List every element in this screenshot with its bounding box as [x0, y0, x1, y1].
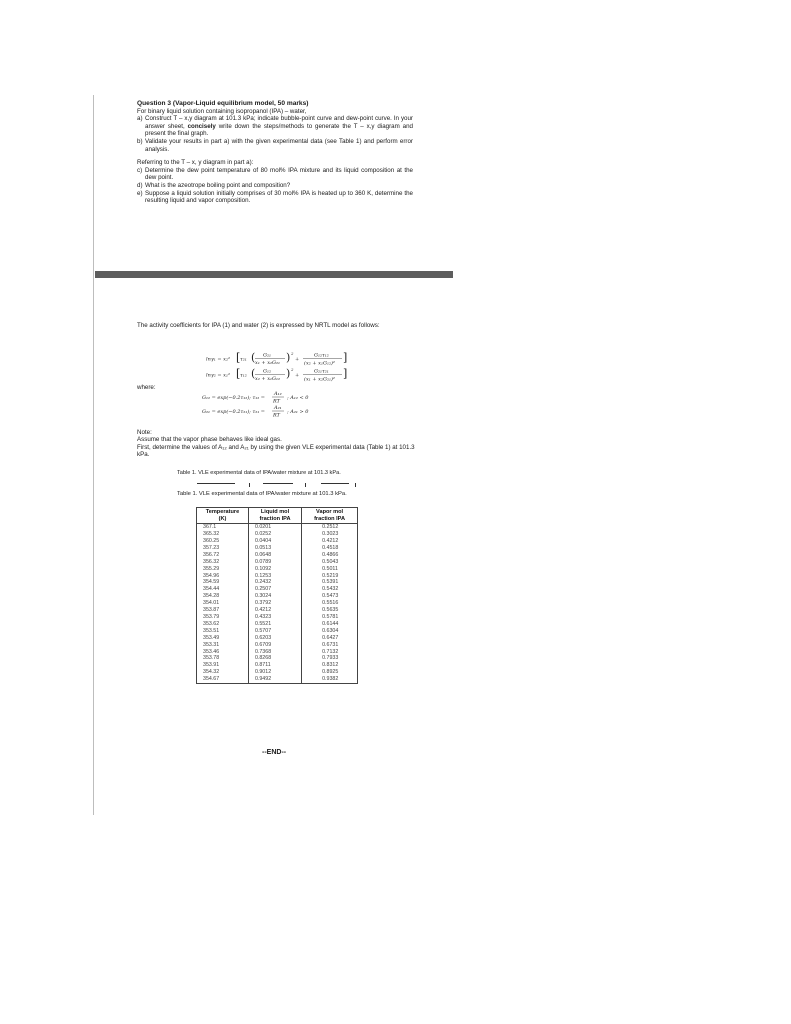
part-a [137, 115, 413, 138]
cell-vapor-fraction: 0.6304 [302, 628, 358, 635]
table-row [197, 538, 358, 545]
cell-vapor-fraction: 0.5635 [302, 607, 358, 614]
part-e-label: e) [137, 189, 143, 197]
cell-vapor-fraction: 0.8312 [302, 662, 358, 669]
cell-liquid-fraction: 0.0252 [248, 531, 301, 538]
table-row [197, 649, 358, 656]
cell-liquid-fraction: 0.8711 [248, 662, 301, 669]
where-label: where: [137, 384, 156, 391]
cell-vapor-fraction: 0.5432 [302, 586, 358, 593]
svg-text:G₂₁ = exp(−0.2τ₂₁); τ₂₁ =: G₂₁ = exp(−0.2τ₂₁); τ₂₁ = [202, 409, 265, 415]
svg-text:lnγ₂ = x₁²: lnγ₂ = x₁² [206, 372, 231, 379]
cell-temperature: 354.96 [197, 573, 249, 580]
question-intro: For binary liquid solution containing isopropanol (IPA) – water, [137, 107, 307, 115]
cell-temperature: 354.32 [197, 669, 249, 676]
cell-vapor-fraction: 0.6427 [302, 635, 358, 642]
table-row [197, 566, 358, 573]
table-row [197, 628, 358, 635]
svg-text:(: ( [251, 351, 256, 364]
cell-temperature: 353.49 [197, 635, 249, 642]
svg-text:(x₂ + x₁G₁₂)²: (x₂ + x₁G₁₂)² [304, 360, 335, 367]
cell-liquid-fraction: 0.2432 [248, 579, 301, 586]
cell-temperature: 353.78 [197, 655, 249, 662]
table-row [197, 559, 358, 566]
cell-vapor-fraction: 0.9382 [302, 676, 358, 683]
cell-vapor-fraction: 0.5391 [302, 579, 358, 586]
part-b [137, 138, 413, 153]
svg-text:+: + [295, 356, 300, 363]
cell-temperature: 367.1 [197, 524, 249, 531]
svg-text:A₂₁: A₂₁ [274, 405, 282, 411]
table-caption-duplicate: Table 1. VLE experimental data of IPA/water mixture at 101.3 kPa. [177, 470, 341, 476]
cell-liquid-fraction: 0.7368 [248, 649, 301, 656]
svg-text:]: ] [343, 367, 348, 380]
part-e-text: Suppose a liquid solution initially comprises of 30 mol% IPA is heated up to 360 K, determine the resulting liquid and vapor composition. [145, 189, 413, 205]
question-title: Question 3 (Vapor-Liquid equilibrium model, 50 marks) [137, 100, 309, 107]
cell-temperature: 354.44 [197, 586, 249, 593]
svg-text:τ₁₂: τ₁₂ [240, 372, 247, 379]
svg-text:; A₂₁ > 0: ; A₂₁ > 0 [287, 409, 309, 415]
table-caption: Table 1. VLE experimental data of IPA/water mixture at 101.3 kPa. [177, 491, 347, 497]
table-row [197, 669, 358, 676]
cell-vapor-fraction: 0.4518 [302, 545, 358, 552]
cell-temperature: 357.23 [197, 545, 249, 552]
part-a-text-2: write down the steps/methods to generate the T – x,y diagram and present the final graph. [145, 122, 413, 138]
table-header-row [197, 508, 358, 524]
end-marker: --END-- [262, 749, 287, 756]
svg-text:lnγ₁ = x₂²: lnγ₁ = x₂² [206, 356, 231, 363]
cell-liquid-fraction: 0.9012 [248, 669, 301, 676]
svg-text:[: [ [236, 367, 241, 380]
part-d-text: What is the azeotrope boiling point and composition? [145, 181, 291, 189]
cell-vapor-fraction: 0.5043 [302, 559, 358, 566]
cell-vapor-fraction: 0.5473 [302, 593, 358, 600]
table-row [197, 545, 358, 552]
cell-vapor-fraction: 0.7132 [302, 649, 358, 656]
svg-text:G₁₂τ₁₂: G₁₂τ₁₂ [314, 352, 329, 359]
part-c-label: c) [137, 166, 143, 174]
cell-temperature: 356.32 [197, 559, 249, 566]
table-row [197, 586, 358, 593]
cell-vapor-fraction: 0.6144 [302, 621, 358, 628]
header-liquid-fraction: Liquid mol fraction IPA [248, 508, 301, 524]
cell-vapor-fraction: 0.5781 [302, 614, 358, 621]
cell-liquid-fraction: 0.5707 [248, 628, 301, 635]
svg-text:τ₂₁: τ₂₁ [240, 356, 247, 363]
note-label: Note: [137, 429, 152, 436]
cell-temperature: 365.32 [197, 531, 249, 538]
cell-liquid-fraction: 0.8268 [248, 655, 301, 662]
table-row [197, 655, 358, 662]
cell-temperature: 353.91 [197, 662, 249, 669]
part-e [137, 190, 413, 205]
cell-temperature: 360.25 [197, 538, 249, 545]
cell-temperature: 356.72 [197, 552, 249, 559]
cell-temperature: 355.29 [197, 566, 249, 573]
cell-liquid-fraction: 0.6203 [248, 635, 301, 642]
svg-text:x₁ + x₂G₂₁: x₁ + x₂G₂₁ [255, 360, 281, 366]
vle-data-table [196, 507, 358, 684]
cell-liquid-fraction: 0.6709 [248, 642, 301, 649]
model-intro: The activity coefficients for IPA (1) and water (2) is expressed by NRTL model as follows: [137, 322, 380, 329]
svg-text:[: [ [236, 351, 241, 364]
svg-text:(x₁ + x₂G₂₁)²: (x₁ + x₂G₂₁)² [304, 376, 335, 383]
svg-text:G₁₂ = exp(−0.2τ₁₂); τ₁₂ =: G₁₂ = exp(−0.2τ₁₂); τ₁₂ = [202, 395, 265, 401]
cell-temperature: 353.46 [197, 649, 249, 656]
table-row [197, 635, 358, 642]
cell-liquid-fraction: 0.5521 [248, 621, 301, 628]
cell-liquid-fraction: 0.4212 [248, 607, 301, 614]
question-section [137, 100, 413, 205]
svg-text:): ) [286, 367, 291, 380]
table-row [197, 662, 358, 669]
cell-liquid-fraction: 0.1092 [248, 566, 301, 573]
svg-text:2: 2 [291, 351, 294, 356]
cell-temperature: 354.59 [197, 579, 249, 586]
cell-vapor-fraction: 0.6731 [302, 642, 358, 649]
table-row [197, 579, 358, 586]
referring-text: Referring to the T – x, y diagram in part a): [137, 159, 254, 167]
cell-temperature: 354.67 [197, 676, 249, 683]
cell-vapor-fraction: 0.4212 [302, 538, 358, 545]
note-line-2: First, determine the values of A₁₂ and A₂₁ by using the given VLE experimental data (Table 1) at 101.3 kPa. [137, 443, 415, 459]
cell-liquid-fraction: 0.3792 [248, 600, 301, 607]
part-b-label: b) [137, 137, 143, 145]
cell-liquid-fraction: 0.0648 [248, 552, 301, 559]
cell-vapor-fraction: 0.5219 [302, 573, 358, 580]
svg-text:A₁₂: A₁₂ [274, 391, 282, 397]
table-row [197, 531, 358, 538]
cell-liquid-fraction: 0.0513 [248, 545, 301, 552]
cropped-table-header-fragment [197, 483, 357, 487]
table-row [197, 593, 358, 600]
table-row [197, 621, 358, 628]
cell-temperature: 353.31 [197, 642, 249, 649]
svg-text:RT: RT [273, 398, 281, 405]
cell-vapor-fraction: 0.7933 [302, 655, 358, 662]
table-row [197, 614, 358, 621]
cell-temperature: 353.51 [197, 628, 249, 635]
note-section [137, 429, 415, 459]
part-d-label: d) [137, 181, 143, 189]
svg-text:2: 2 [291, 367, 294, 372]
svg-text:RT: RT [273, 412, 281, 419]
nrtl-equations [200, 348, 375, 420]
part-a-text-1: Construct T – x,y diagram at 101.3 kPa; indicate bubble-point curve and dew-point curve. In your answer sheet, [145, 115, 413, 130]
svg-text:G₂₁τ₂₁: G₂₁τ₂₁ [314, 368, 329, 375]
cell-temperature: 354.01 [197, 600, 249, 607]
cell-temperature: 353.87 [197, 607, 249, 614]
cell-liquid-fraction: 0.0201 [248, 524, 301, 531]
cell-temperature: 353.79 [197, 614, 249, 621]
table-row [197, 600, 358, 607]
page-divider-band [95, 271, 453, 278]
cell-temperature: 353.62 [197, 621, 249, 628]
cell-liquid-fraction: 0.3024 [248, 593, 301, 600]
cell-vapor-fraction: 0.2512 [302, 524, 358, 531]
cell-liquid-fraction: 0.4323 [248, 614, 301, 621]
table-row [197, 607, 358, 614]
svg-text:G₁₂: G₁₂ [263, 368, 272, 375]
cell-vapor-fraction: 0.5516 [302, 600, 358, 607]
cell-vapor-fraction: 0.8925 [302, 669, 358, 676]
header-vapor-fraction: Vapor mol fraction IPA [302, 508, 358, 524]
table-row [197, 642, 358, 649]
cell-vapor-fraction: 0.5011 [302, 566, 358, 573]
header-temperature: Temperature (K) [197, 508, 249, 524]
part-a-text [145, 115, 413, 138]
cell-liquid-fraction: 0.2507 [248, 586, 301, 593]
cell-temperature: 354.28 [197, 593, 249, 600]
table-row [197, 676, 358, 683]
table-row [197, 524, 358, 531]
svg-text:): ) [286, 351, 291, 364]
part-c-text: Determine the dew point temperature of 80 mol% IPA mixture and its liquid composition at the dew point. [145, 166, 413, 182]
cell-vapor-fraction: 0.4866 [302, 552, 358, 559]
note-line-1: Assume that the vapor phase behaves like ideal gas. [137, 436, 282, 444]
part-a-bold: concisely [187, 122, 216, 130]
cell-vapor-fraction: 0.3023 [302, 531, 358, 538]
page-margin-line [93, 95, 94, 815]
svg-text:+: + [295, 372, 300, 379]
svg-text:]: ] [343, 351, 348, 364]
cell-liquid-fraction: 0.1253 [248, 573, 301, 580]
part-c [137, 167, 413, 182]
part-d [137, 182, 413, 190]
svg-text:; A₁₂ < 0: ; A₁₂ < 0 [287, 395, 309, 401]
table-row [197, 573, 358, 580]
cell-liquid-fraction: 0.9492 [248, 676, 301, 683]
part-b-text: Validate your results in part a) with the given experimental data (see Table 1) and perform error analysis. [145, 137, 413, 153]
cell-liquid-fraction: 0.0789 [248, 559, 301, 566]
svg-text:x₂ + x₁G₁₂: x₂ + x₁G₁₂ [255, 376, 281, 382]
svg-text:G₂₁: G₂₁ [263, 352, 272, 359]
cell-liquid-fraction: 0.0404 [248, 538, 301, 545]
table-row [197, 552, 358, 559]
svg-text:(: ( [251, 367, 256, 380]
part-a-label: a) [137, 115, 143, 123]
